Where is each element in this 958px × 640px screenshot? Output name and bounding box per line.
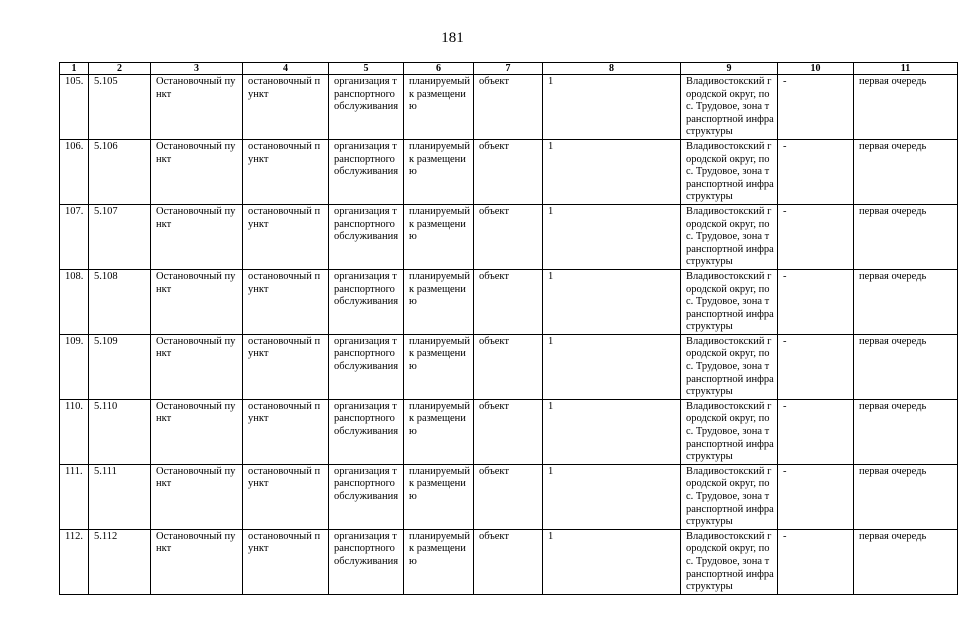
header-row bbox=[60, 63, 958, 75]
quantity-cell: 1 bbox=[543, 75, 681, 140]
code-cell: 5.110 bbox=[89, 399, 151, 464]
column-header: 9 bbox=[681, 63, 778, 75]
table-row bbox=[60, 204, 958, 269]
purpose-cell: организация транспортного обслуживания bbox=[329, 139, 404, 204]
status-cell: планируемый к размещению bbox=[404, 75, 474, 140]
table-row bbox=[60, 529, 958, 594]
quantity-cell: 1 bbox=[543, 269, 681, 334]
kind-cell: объект bbox=[474, 204, 543, 269]
table-row bbox=[60, 139, 958, 204]
quantity-cell: 1 bbox=[543, 334, 681, 399]
name-cell: Остановочный пункт bbox=[151, 75, 243, 140]
quantity-cell: 1 bbox=[543, 204, 681, 269]
code-cell: 5.109 bbox=[89, 334, 151, 399]
code-cell: 5.105 bbox=[89, 75, 151, 140]
zone-cell: - bbox=[778, 399, 854, 464]
purpose-cell: организация транспортного обслуживания bbox=[329, 204, 404, 269]
objects-table bbox=[59, 62, 958, 595]
code-cell: 5.106 bbox=[89, 139, 151, 204]
table-row bbox=[60, 75, 958, 140]
type-cell: остановочный пункт bbox=[243, 139, 329, 204]
status-cell: планируемый к размещению bbox=[404, 334, 474, 399]
type-cell: остановочный пункт bbox=[243, 269, 329, 334]
page-number: 181 bbox=[441, 30, 464, 46]
zone-cell: - bbox=[778, 204, 854, 269]
type-cell: остановочный пункт bbox=[243, 529, 329, 594]
name-cell: Остановочный пункт bbox=[151, 204, 243, 269]
location-cell: Владивостокский городской округ, пос. Трудовое, зона транспортной инфраструктуры bbox=[681, 269, 778, 334]
zone-cell: - bbox=[778, 269, 854, 334]
name-cell: Остановочный пункт bbox=[151, 269, 243, 334]
row-number-cell: 108. bbox=[60, 269, 89, 334]
zone-cell: - bbox=[778, 529, 854, 594]
kind-cell: объект bbox=[474, 399, 543, 464]
kind-cell: объект bbox=[474, 139, 543, 204]
quantity-cell: 1 bbox=[543, 399, 681, 464]
purpose-cell: организация транспортного обслуживания bbox=[329, 464, 404, 529]
table-row bbox=[60, 269, 958, 334]
location-cell: Владивостокский городской округ, пос. Трудовое, зона транспортной инфраструктуры bbox=[681, 204, 778, 269]
quantity-cell: 1 bbox=[543, 529, 681, 594]
row-number-cell: 107. bbox=[60, 204, 89, 269]
column-header: 3 bbox=[151, 63, 243, 75]
stage-cell: первая очередь bbox=[854, 464, 958, 529]
stage-cell: первая очередь bbox=[854, 334, 958, 399]
stage-cell: первая очередь bbox=[854, 529, 958, 594]
quantity-cell: 1 bbox=[543, 464, 681, 529]
column-header: 11 bbox=[854, 63, 958, 75]
location-cell: Владивостокский городской округ, пос. Трудовое, зона транспортной инфраструктуры bbox=[681, 399, 778, 464]
zone-cell: - bbox=[778, 464, 854, 529]
name-cell: Остановочный пункт bbox=[151, 399, 243, 464]
table-row bbox=[60, 399, 958, 464]
name-cell: Остановочный пункт bbox=[151, 529, 243, 594]
code-cell: 5.111 bbox=[89, 464, 151, 529]
location-cell: Владивостокский городской округ, пос. Трудовое, зона транспортной инфраструктуры bbox=[681, 334, 778, 399]
purpose-cell: организация транспортного обслуживания bbox=[329, 334, 404, 399]
column-header: 10 bbox=[778, 63, 854, 75]
zone-cell: - bbox=[778, 75, 854, 140]
status-cell: планируемый к размещению bbox=[404, 399, 474, 464]
name-cell: Остановочный пункт bbox=[151, 139, 243, 204]
status-cell: планируемый к размещению bbox=[404, 204, 474, 269]
purpose-cell: организация транспортного обслуживания bbox=[329, 529, 404, 594]
location-cell: Владивостокский городской округ, пос. Трудовое, зона транспортной инфраструктуры bbox=[681, 139, 778, 204]
quantity-cell: 1 bbox=[543, 139, 681, 204]
table-row bbox=[60, 334, 958, 399]
kind-cell: объект bbox=[474, 334, 543, 399]
kind-cell: объект bbox=[474, 269, 543, 334]
purpose-cell: организация транспортного обслуживания bbox=[329, 75, 404, 140]
type-cell: остановочный пункт bbox=[243, 399, 329, 464]
column-header: 7 bbox=[474, 63, 543, 75]
zone-cell: - bbox=[778, 334, 854, 399]
column-header: 8 bbox=[543, 63, 681, 75]
location-cell: Владивостокский городской округ, пос. Трудовое, зона транспортной инфраструктуры bbox=[681, 464, 778, 529]
row-number-cell: 111. bbox=[60, 464, 89, 529]
row-number-cell: 106. bbox=[60, 139, 89, 204]
kind-cell: объект bbox=[474, 464, 543, 529]
status-cell: планируемый к размещению bbox=[404, 269, 474, 334]
stage-cell: первая очередь bbox=[854, 75, 958, 140]
status-cell: планируемый к размещению bbox=[404, 529, 474, 594]
purpose-cell: организация транспортного обслуживания bbox=[329, 399, 404, 464]
stage-cell: первая очередь bbox=[854, 399, 958, 464]
stage-cell: первая очередь bbox=[854, 204, 958, 269]
location-cell: Владивостокский городской округ, пос. Трудовое, зона транспортной инфраструктуры bbox=[681, 529, 778, 594]
column-header: 5 bbox=[329, 63, 404, 75]
kind-cell: объект bbox=[474, 75, 543, 140]
type-cell: остановочный пункт bbox=[243, 464, 329, 529]
column-header: 6 bbox=[404, 63, 474, 75]
row-number-cell: 109. bbox=[60, 334, 89, 399]
column-header: 1 bbox=[60, 63, 89, 75]
row-number-cell: 105. bbox=[60, 75, 89, 140]
name-cell: Остановочный пункт bbox=[151, 334, 243, 399]
column-header: 2 bbox=[89, 63, 151, 75]
kind-cell: объект bbox=[474, 529, 543, 594]
type-cell: остановочный пункт bbox=[243, 204, 329, 269]
code-cell: 5.112 bbox=[89, 529, 151, 594]
row-number-cell: 112. bbox=[60, 529, 89, 594]
zone-cell: - bbox=[778, 139, 854, 204]
status-cell: планируемый к размещению bbox=[404, 139, 474, 204]
code-cell: 5.107 bbox=[89, 204, 151, 269]
status-cell: планируемый к размещению bbox=[404, 464, 474, 529]
table-body bbox=[60, 75, 958, 595]
code-cell: 5.108 bbox=[89, 269, 151, 334]
name-cell: Остановочный пункт bbox=[151, 464, 243, 529]
stage-cell: первая очередь bbox=[854, 139, 958, 204]
type-cell: остановочный пункт bbox=[243, 334, 329, 399]
stage-cell: первая очередь bbox=[854, 269, 958, 334]
purpose-cell: организация транспортного обслуживания bbox=[329, 269, 404, 334]
type-cell: остановочный пункт bbox=[243, 75, 329, 140]
column-header: 4 bbox=[243, 63, 329, 75]
location-cell: Владивостокский городской округ, пос. Трудовое, зона транспортной инфраструктуры bbox=[681, 75, 778, 140]
table-row bbox=[60, 464, 958, 529]
row-number-cell: 110. bbox=[60, 399, 89, 464]
